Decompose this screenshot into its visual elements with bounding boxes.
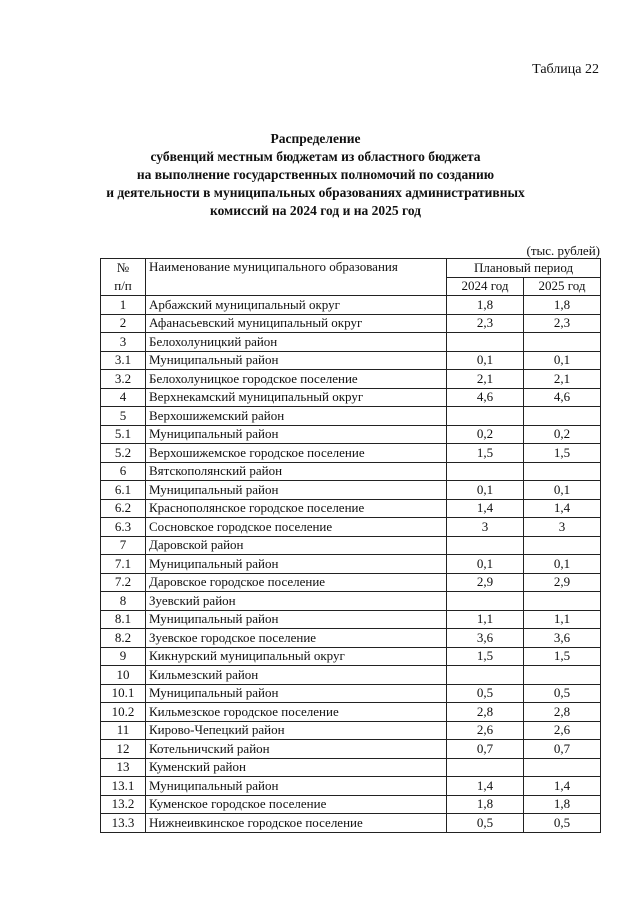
row-value-2024 bbox=[447, 407, 524, 426]
row-value-2025: 3,6 bbox=[524, 629, 601, 648]
table-row bbox=[101, 407, 601, 426]
row-name: Кикнурский муниципальный округ bbox=[146, 647, 447, 666]
table-row bbox=[101, 573, 601, 592]
table-row bbox=[101, 814, 601, 833]
title-line: комиссий на 2024 год и на 2025 год bbox=[209, 203, 422, 218]
row-number: 3.1 bbox=[101, 351, 146, 370]
table-body bbox=[101, 296, 601, 833]
row-value-2025: 1,4 bbox=[524, 499, 601, 518]
table-row bbox=[101, 629, 601, 648]
row-name: Котельничский район bbox=[146, 740, 447, 759]
table-row bbox=[101, 647, 601, 666]
table-row bbox=[101, 555, 601, 574]
table-row bbox=[101, 703, 601, 722]
row-name: Белохолуницкое городское поселение bbox=[146, 370, 447, 389]
row-value-2025: 2,1 bbox=[524, 370, 601, 389]
row-number: 6 bbox=[101, 462, 146, 481]
row-value-2025 bbox=[524, 666, 601, 685]
table-row bbox=[101, 351, 601, 370]
row-value-2025: 3 bbox=[524, 518, 601, 537]
row-value-2025: 0,7 bbox=[524, 740, 601, 759]
row-name: Кильмезский район bbox=[146, 666, 447, 685]
row-number: 10.2 bbox=[101, 703, 146, 722]
table-row bbox=[101, 388, 601, 407]
row-value-2024: 2,1 bbox=[447, 370, 524, 389]
row-value-2024: 0,7 bbox=[447, 740, 524, 759]
row-value-2024: 0,1 bbox=[447, 555, 524, 574]
row-name: Муниципальный район bbox=[146, 425, 447, 444]
row-name: Кильмезское городское поселение bbox=[146, 703, 447, 722]
row-value-2024: 3,6 bbox=[447, 629, 524, 648]
row-value-2025 bbox=[524, 758, 601, 777]
row-number: 13.3 bbox=[101, 814, 146, 833]
row-name: Нижнеивкинское городское поселение bbox=[146, 814, 447, 833]
row-value-2025: 0,1 bbox=[524, 555, 601, 574]
row-value-2024: 1,8 bbox=[447, 296, 524, 315]
table-row bbox=[101, 444, 601, 463]
row-name: Муниципальный район bbox=[146, 555, 447, 574]
row-number: 3 bbox=[101, 333, 146, 352]
row-value-2025: 1,8 bbox=[524, 296, 601, 315]
row-value-2024: 1,8 bbox=[447, 795, 524, 814]
row-value-2024: 0,1 bbox=[447, 481, 524, 500]
row-number: 8.2 bbox=[101, 629, 146, 648]
row-number: 7 bbox=[101, 536, 146, 555]
row-value-2024: 0,2 bbox=[447, 425, 524, 444]
row-name: Краснополянское городское поселение bbox=[146, 499, 447, 518]
row-value-2024: 1,5 bbox=[447, 444, 524, 463]
table-row bbox=[101, 592, 601, 611]
row-name: Кирово-Чепецкий район bbox=[146, 721, 447, 740]
row-number: 8.1 bbox=[101, 610, 146, 629]
row-number: 8 bbox=[101, 592, 146, 611]
row-value-2024: 1,5 bbox=[447, 647, 524, 666]
header-number bbox=[101, 259, 146, 296]
header-year-2024: 2024 год bbox=[447, 277, 524, 296]
table-row bbox=[101, 795, 601, 814]
table-row bbox=[101, 758, 601, 777]
row-name: Сосновское городское поселение bbox=[146, 518, 447, 537]
row-value-2025: 4,6 bbox=[524, 388, 601, 407]
row-number: 5 bbox=[101, 407, 146, 426]
units-label: (тыс. рублей) bbox=[526, 243, 600, 258]
document-title bbox=[0, 130, 631, 220]
row-value-2024: 2,8 bbox=[447, 703, 524, 722]
row-name: Муниципальный район bbox=[146, 481, 447, 500]
table-row bbox=[101, 536, 601, 555]
table-row bbox=[101, 499, 601, 518]
row-value-2024: 1,4 bbox=[447, 777, 524, 796]
table-row bbox=[101, 721, 601, 740]
row-value-2024: 1,4 bbox=[447, 499, 524, 518]
table-row bbox=[101, 740, 601, 759]
header-year-2025: 2025 год bbox=[524, 277, 601, 296]
row-number: 12 bbox=[101, 740, 146, 759]
row-value-2024: 1,1 bbox=[447, 610, 524, 629]
table-row bbox=[101, 684, 601, 703]
row-name: Арбажский муниципальный округ bbox=[146, 296, 447, 315]
title-line: Распределение bbox=[270, 131, 361, 146]
table-row bbox=[101, 314, 601, 333]
row-value-2024: 4,6 bbox=[447, 388, 524, 407]
row-name: Зуевский район bbox=[146, 592, 447, 611]
row-value-2025: 2,9 bbox=[524, 573, 601, 592]
table-row bbox=[101, 333, 601, 352]
row-value-2025: 1,5 bbox=[524, 444, 601, 463]
row-number: 13.2 bbox=[101, 795, 146, 814]
row-value-2024 bbox=[447, 536, 524, 555]
row-value-2024: 0,5 bbox=[447, 684, 524, 703]
row-value-2024 bbox=[447, 666, 524, 685]
header-name: Наименование муниципального образования bbox=[146, 259, 447, 296]
row-name: Вятскополянский район bbox=[146, 462, 447, 481]
row-number: 4 bbox=[101, 388, 146, 407]
row-value-2025 bbox=[524, 592, 601, 611]
row-value-2024 bbox=[447, 758, 524, 777]
row-value-2025: 1,1 bbox=[524, 610, 601, 629]
row-value-2024: 0,1 bbox=[447, 351, 524, 370]
row-name: Муниципальный район bbox=[146, 777, 447, 796]
table-number-label: Таблица 22 bbox=[532, 62, 599, 77]
table-row bbox=[101, 481, 601, 500]
row-value-2025 bbox=[524, 462, 601, 481]
row-number: 10.1 bbox=[101, 684, 146, 703]
row-value-2025: 0,1 bbox=[524, 351, 601, 370]
row-value-2024: 0,5 bbox=[447, 814, 524, 833]
row-value-2024 bbox=[447, 462, 524, 481]
table-row bbox=[101, 370, 601, 389]
table-row bbox=[101, 666, 601, 685]
subventions-table bbox=[100, 258, 601, 833]
row-number: 6.2 bbox=[101, 499, 146, 518]
row-value-2025: 2,6 bbox=[524, 721, 601, 740]
row-value-2024: 2,9 bbox=[447, 573, 524, 592]
title-line: и деятельности в муниципальных образованиях административных bbox=[106, 185, 525, 200]
row-name: Куменский район bbox=[146, 758, 447, 777]
title-line: на выполнение государственных полномочий по созданию bbox=[136, 167, 495, 182]
table-row bbox=[101, 610, 601, 629]
row-number: 5.1 bbox=[101, 425, 146, 444]
header-period: Плановый период bbox=[447, 259, 601, 278]
row-value-2025: 0,5 bbox=[524, 814, 601, 833]
row-number: 1 bbox=[101, 296, 146, 315]
row-number: 10 bbox=[101, 666, 146, 685]
row-name: Верхнекамский муниципальный округ bbox=[146, 388, 447, 407]
row-value-2025: 0,2 bbox=[524, 425, 601, 444]
row-value-2025: 1,4 bbox=[524, 777, 601, 796]
row-name: Верхошижемское городское поселение bbox=[146, 444, 447, 463]
row-value-2025: 0,5 bbox=[524, 684, 601, 703]
table-row bbox=[101, 462, 601, 481]
row-value-2025 bbox=[524, 333, 601, 352]
row-name: Муниципальный район bbox=[146, 684, 447, 703]
row-value-2025: 2,8 bbox=[524, 703, 601, 722]
row-value-2024 bbox=[447, 592, 524, 611]
row-number: 13 bbox=[101, 758, 146, 777]
header-number-line1: № bbox=[116, 260, 130, 275]
row-number: 6.3 bbox=[101, 518, 146, 537]
row-value-2025 bbox=[524, 536, 601, 555]
header-number-line2: п/п bbox=[114, 278, 132, 293]
row-name: Муниципальный район bbox=[146, 610, 447, 629]
table-row bbox=[101, 425, 601, 444]
row-value-2025 bbox=[524, 407, 601, 426]
row-number: 11 bbox=[101, 721, 146, 740]
row-number: 7.2 bbox=[101, 573, 146, 592]
row-value-2024: 3 bbox=[447, 518, 524, 537]
row-value-2024: 2,6 bbox=[447, 721, 524, 740]
row-name: Афанасьевский муниципальный округ bbox=[146, 314, 447, 333]
row-name: Муниципальный район bbox=[146, 351, 447, 370]
row-number: 2 bbox=[101, 314, 146, 333]
row-name: Даровской район bbox=[146, 536, 447, 555]
row-number: 3.2 bbox=[101, 370, 146, 389]
row-number: 9 bbox=[101, 647, 146, 666]
title-line: субвенций местным бюджетам из областного бюджета bbox=[150, 149, 481, 164]
table-row bbox=[101, 518, 601, 537]
row-value-2025: 1,5 bbox=[524, 647, 601, 666]
row-name: Даровское городское поселение bbox=[146, 573, 447, 592]
row-name: Белохолуницкий район bbox=[146, 333, 447, 352]
row-number: 6.1 bbox=[101, 481, 146, 500]
row-name: Зуевское городское поселение bbox=[146, 629, 447, 648]
row-name: Куменское городское поселение bbox=[146, 795, 447, 814]
row-value-2024 bbox=[447, 333, 524, 352]
row-value-2025: 0,1 bbox=[524, 481, 601, 500]
row-number: 5.2 bbox=[101, 444, 146, 463]
table-row bbox=[101, 777, 601, 796]
row-value-2025: 1,8 bbox=[524, 795, 601, 814]
table-header-row bbox=[101, 259, 601, 278]
row-number: 7.1 bbox=[101, 555, 146, 574]
row-number: 13.1 bbox=[101, 777, 146, 796]
row-name: Верхошижемский район bbox=[146, 407, 447, 426]
row-value-2024: 2,3 bbox=[447, 314, 524, 333]
table-row bbox=[101, 296, 601, 315]
row-value-2025: 2,3 bbox=[524, 314, 601, 333]
